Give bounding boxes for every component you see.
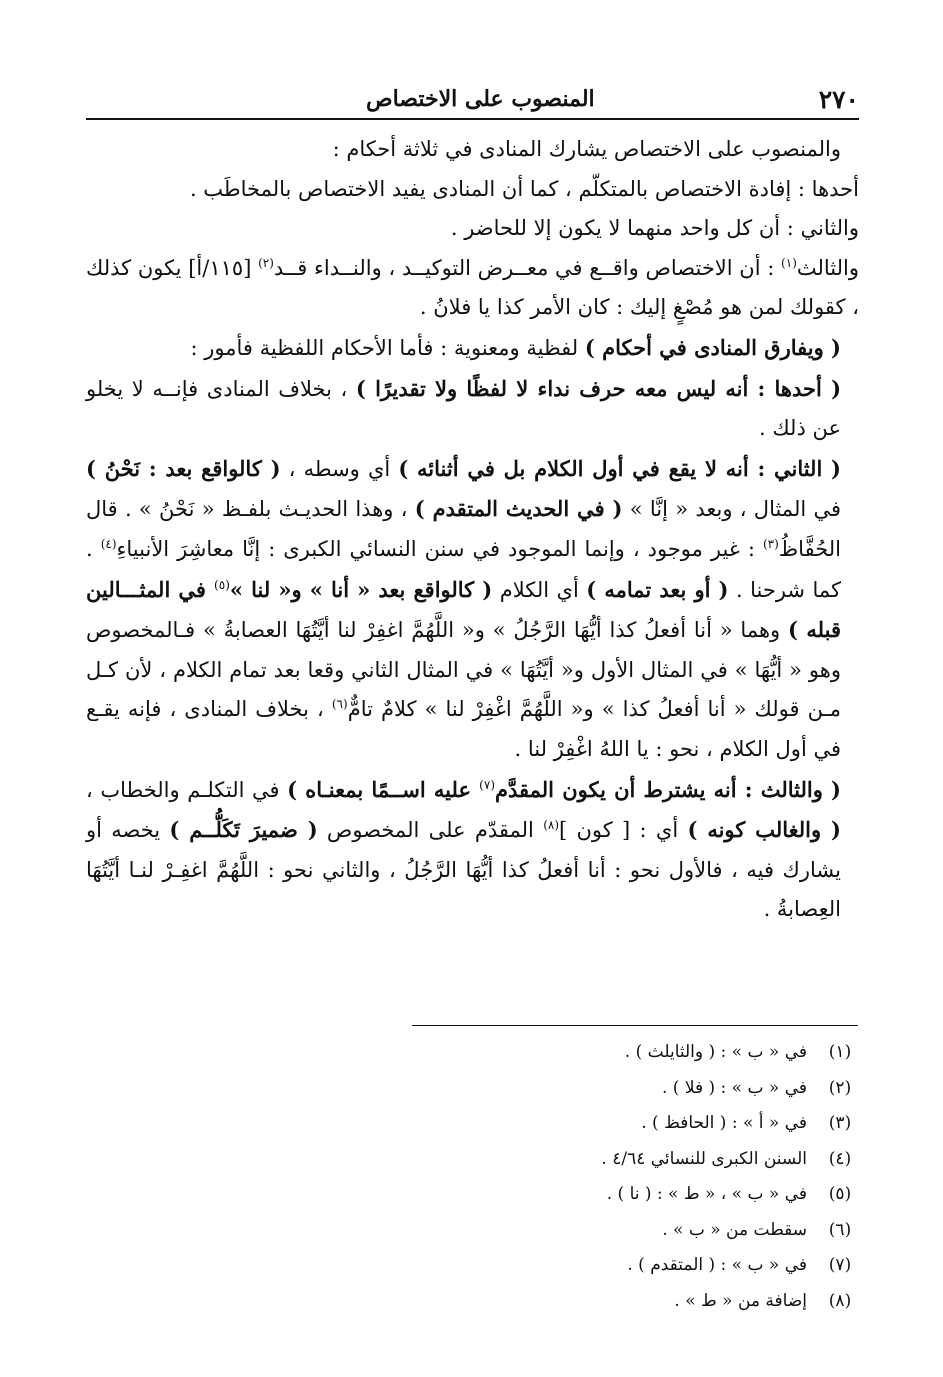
text-segment: في المثال ، وبعد « إنَّا »	[622, 497, 841, 522]
footnote-text: السنن الكبرى للنسائي ٤/٦٤ .	[601, 1148, 807, 1169]
footnote	[86, 1071, 859, 1107]
paragraph	[86, 449, 859, 770]
footnote	[86, 1248, 859, 1284]
footnote-text: في « أ » : ( الحافظ ) .	[641, 1113, 807, 1133]
footnote-number: (٦)	[828, 1219, 852, 1240]
paragraph	[86, 369, 859, 449]
bold-matn-text: ( كالواقع بعد « أنا » و« لنا »	[229, 576, 493, 602]
text-segment: في التكلـم والخطاب ،	[86, 777, 288, 802]
text-segment: : غير موجود ، وإنما الموجود في سنن النسائي الكبرى : إنَّا معاشِرَ الأنبياءِ	[116, 536, 763, 561]
bold-matn-text: في المثـــالين قبله )	[86, 576, 841, 643]
bold-matn-text: ( الثاني : أنه لا يقع في أول الكلام بل في أثنائه )	[398, 455, 841, 481]
footnote	[86, 1284, 859, 1320]
footnote-number: (٥)	[828, 1184, 852, 1204]
footnote-text: في « ب » : ( المتقدم ) .	[627, 1255, 807, 1275]
main-text	[86, 130, 859, 930]
text-segment: ، بخلاف المنادى ، فإنه يقـع في أول الكلام ، نحو : يا اللهُ اغْفِرْ لنا .	[86, 697, 841, 761]
text-segment: لفظية ومعنوية : فأما الأحكام اللفظية فأمور :	[190, 335, 585, 360]
text-segment: . كما شرحنا .	[86, 536, 842, 602]
bold-matn-text: ( أو بعد تمامه )	[586, 576, 729, 602]
footnote-marker: (٥)	[214, 577, 230, 592]
paragraph	[86, 170, 859, 210]
footnote-number: (٤)	[828, 1148, 852, 1169]
footnote-marker: (٧)	[479, 777, 495, 792]
paragraph	[86, 328, 859, 369]
footnote-number: (١)	[828, 1042, 852, 1062]
paragraph	[86, 130, 859, 170]
bold-matn-text: ( أحدها : أنه ليس معه حرف نداء لا لفظًا ولا تقديرًا )	[355, 375, 842, 401]
paragraph	[86, 249, 859, 328]
paragraph	[86, 209, 859, 249]
footnote-marker: (٨)	[543, 818, 560, 833]
bold-matn-text: ( والثالث : أنه يشترط أن يكون المقدَّم	[495, 776, 841, 802]
footnote-text: في « ب » : ( والثايلث ) .	[624, 1042, 807, 1062]
footnote-text: في « ب » : ( فلا ) .	[662, 1077, 807, 1098]
text-segment: [١١٥/أ] يكون كذلك ، كقولك لمن هو مُصْغٍ إليك : كان الأمر كذا يا فلانُ .	[86, 255, 859, 320]
footnote-number: (٢)	[828, 1077, 852, 1098]
footnote-text: سقطت من « ب » .	[662, 1219, 807, 1240]
footnote	[86, 1035, 859, 1071]
text-segment: والمنصوب على الاختصاص يشارك المنادى في ثلاثة أحكام :	[332, 137, 841, 161]
footnote	[86, 1177, 859, 1213]
footnote	[86, 1142, 859, 1178]
footnote-separator	[412, 1025, 858, 1026]
page-header	[86, 78, 859, 120]
text-segment: والثاني : أن كل واحد منهما لا يكون إلا للحاضر .	[450, 216, 859, 241]
footnote-text: في « ب » ، « ط » : ( نا ) .	[606, 1184, 807, 1204]
footnote-marker: (١)	[781, 255, 797, 270]
text-segment: والثالث	[796, 255, 860, 280]
bold-matn-text: ( في الحديث المتقدم )	[414, 496, 623, 522]
text-segment: أي وسطه ،	[280, 456, 399, 481]
running-title: المنصوب على الاختصاص	[366, 86, 595, 112]
text-segment: : أن الاختصاص واقــع في معــرض التوكيــد ، والنــداء قــد	[273, 255, 782, 280]
text-segment: أحدها : إفادة الاختصاص بالمتكلّم ، كما أن المنادى يفيد الاختصاص بالمخاطَب .	[189, 176, 859, 201]
paragraph	[86, 770, 859, 930]
bold-matn-text: عليه اســمًا بمعنـاه )	[287, 776, 480, 802]
footnote-number: (٧)	[828, 1255, 852, 1275]
bold-matn-text: ( والغالب كونه )	[687, 817, 841, 843]
footnote-marker: (٦)	[331, 697, 348, 712]
bold-matn-text: ( كالواقع بعد : نَحْنُ )	[86, 455, 281, 481]
text-segment: وهما « أنا أفعلُ كذا أيُّهَا الرَّجُلُ » و« اللَّهُمَّ اغفِرْ لنا أيَّتُهَا العصابةُ » فـالمخصوص وهو « أيُّهَا » في المثال الأول و« أيَّتُهَا » في المثال الثاني وقعا بعد تمام الكلام ، لأن كـل مـن قولك « أنا أفعلُ كذا » و« اللَّهُمَّ اغْفِرْ لنا » كلامٌ تامٌّ	[86, 618, 841, 722]
footnote-marker: (٣)	[762, 536, 779, 551]
footnote-marker: (٤)	[100, 536, 117, 551]
text-segment: أي : [ كون ]	[559, 818, 688, 843]
text-segment: يخصه أو يشارك فيه ، فالأول نحو : أنا أفعلُ كذا أيُّهَا الرَّجُلُ ، والثاني نحو : اللَّهُمَّ اغفِـرْ لنـا أيَّتُهَا العِصابةُ .	[86, 818, 841, 922]
footnote-number: (٨)	[828, 1290, 852, 1311]
page-number: ٢٧٠	[818, 85, 859, 114]
text-segment: ، بخلاف المنادى فإنــه لا يخلو عن ذلك .	[86, 376, 841, 441]
footnote-text: إضافة من « ط » .	[674, 1290, 807, 1311]
text-segment: أي الكلام	[492, 577, 587, 602]
footnotes	[86, 1035, 859, 1319]
bold-matn-text: ( ضميرَ تَكَلُّــم )	[169, 817, 318, 843]
footnote	[86, 1213, 859, 1249]
text-segment: المقدّم على المخصوص	[317, 818, 544, 843]
footnote	[86, 1106, 859, 1142]
text-segment: ، وهذا الحديـث بلفـظ « نَحْنُ » . قال الحُفَّاظُ	[86, 497, 841, 561]
footnote-marker: (٢)	[258, 255, 274, 270]
footnote-number: (٣)	[828, 1113, 852, 1133]
bold-matn-text: ( ويفارق المنادى في أحكام )	[584, 334, 841, 360]
